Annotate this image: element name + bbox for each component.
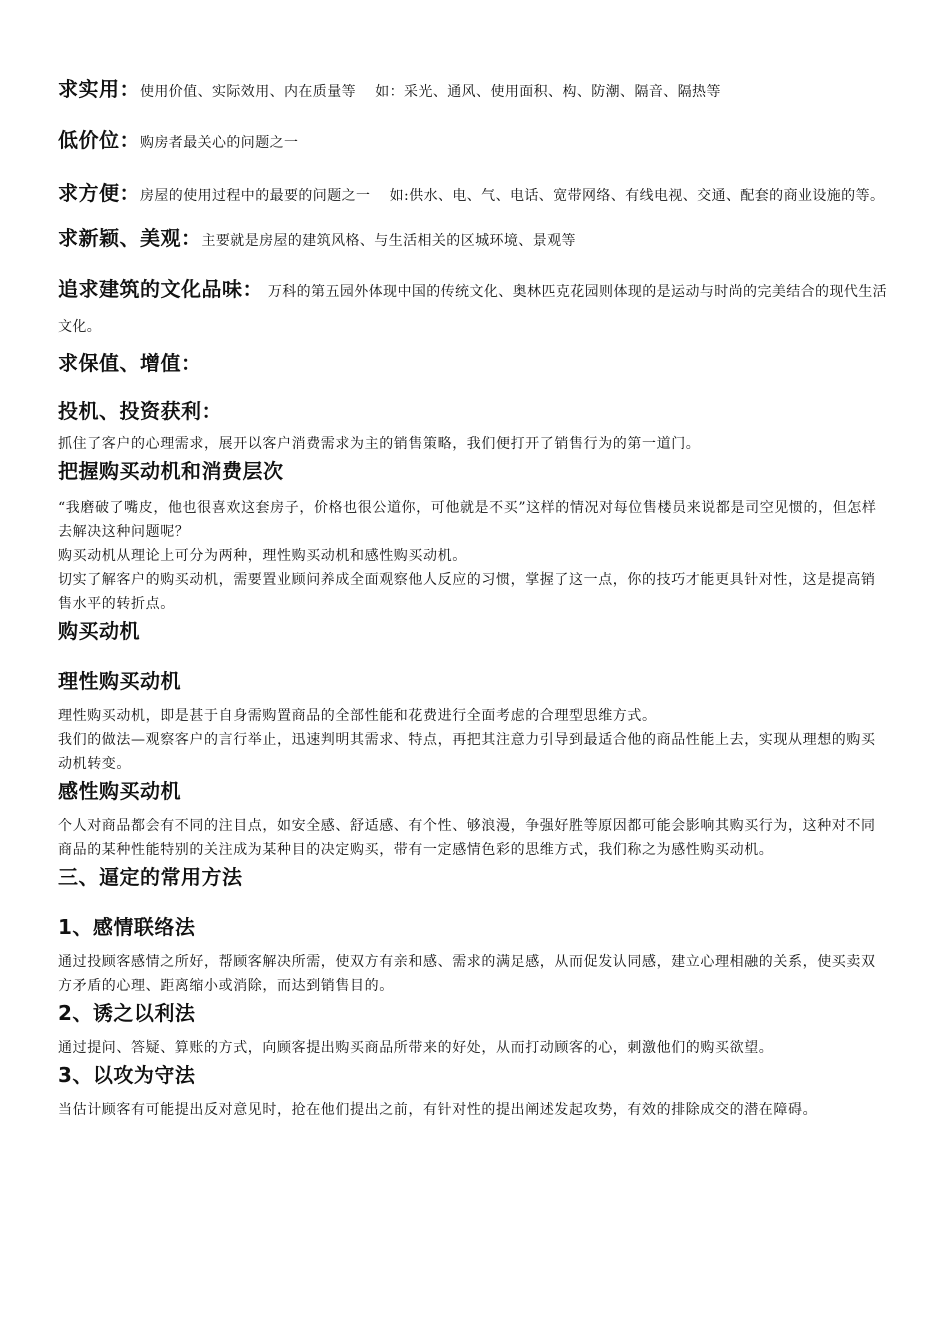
culture-text: 万科的第五园外体现中国的传统文化、奥林匹克花园则体现的是运动与时尚的完美结合的现代生活文化。 — [58, 284, 888, 335]
grasp-paragraph-1: “我磨破了嘴皮，他也很喜欢这套房子，价格也很公道你，可他就是不买”这样的情况对每位售楼员来说都是司空见惯的，但怎样去解决这种问题呢？ — [58, 500, 877, 540]
emotional-motive-heading: 感性购买动机 — [58, 779, 181, 803]
emotional-paragraph: 个人对商品都会有不同的注目点，如安全感、舒适感、有个性、够浪漫，争强好胜等原因都可能会影响其购买行为，这种对不同商品的某种性能特别的关注成为某种目的决定购买，带有一定感情色彩的思维方式，我们称之为感性购买动机。 — [58, 818, 876, 858]
method-3-heading: 3、以攻为守法 — [58, 1063, 196, 1087]
novelty-text: 主要就是房屋的建筑风格、与生活相关的区城环境、景观等 — [201, 233, 576, 249]
purchase-motive-heading: 购买动机 — [58, 619, 140, 643]
grasp-motive-heading: 把握购买动机和消费层次 — [58, 459, 284, 483]
low-price-label: 低价位： — [58, 128, 140, 152]
invest-paragraph: 抓住了客户的心理需求，展开以客户消费需求为主的销售策略，我们便打开了销售行为的第一道门。 — [58, 436, 701, 452]
practical-label: 求实用： — [58, 77, 140, 101]
grasp-paragraph-2: 购买动机从理论上可分为两种，理性购买动机和感性购买动机。 — [58, 548, 467, 564]
method-1-paragraph: 通过投顾客感情之所好，帮顾客解决所需，使双方有亲和感、需求的满足感，从而促发认同感，建立心理相融的关系，使买卖双方矛盾的心理、距离缩小或消除，而达到销售目的。 — [58, 954, 876, 994]
rational-paragraph-2: 我们的做法—观察客户的言行举止，迅速判明其需求、特点，再把其注意力引导到最适合他的商品性能上去，实现从理想的购买动机转变。 — [58, 732, 876, 772]
practical-item — [58, 72, 888, 109]
method-1-heading: 1、感情联络法 — [58, 915, 196, 939]
grasp-paragraph-3: 切实了解客户的购买动机，需要置业顾问养成全面观察他人反应的习惯，掌握了这一点，你的技巧才能更具针对性，这是提高销售水平的转折点。 — [58, 572, 876, 612]
hold-value-heading: 求保值、增值： — [58, 351, 202, 375]
convenience-text: 房屋的使用过程中的最要的问题之一 如:供水、电、气、电话、宽带网络、有线电视、交通、配套的商业设施的等。 — [140, 188, 885, 204]
document-page — [58, 72, 888, 1122]
method-2-heading: 2、诱之以利法 — [58, 1001, 196, 1025]
low-price-text: 购房者最关心的问题之一 — [140, 135, 299, 151]
culture-label: 追求建筑的文化品味： — [58, 277, 263, 301]
rational-motive-heading: 理性购买动机 — [58, 669, 181, 693]
invest-heading: 投机、投资获利： — [58, 399, 222, 423]
novelty-item — [58, 221, 888, 258]
convenience-label: 求方便： — [58, 181, 140, 205]
convenience-item — [58, 176, 888, 213]
closing-methods-heading: 三、逼定的常用方法 — [58, 865, 243, 889]
culture-item — [58, 272, 888, 344]
rational-paragraph-1: 理性购买动机，即是甚于自身需购置商品的全部性能和花费进行全面考虑的合理型思维方式。 — [58, 708, 657, 724]
practical-text: 使用价值、实际效用、内在质量等 如：采光、通风、使用面积、构、防潮、隔音、隔热等 — [140, 84, 721, 100]
low-price-item — [58, 123, 888, 160]
novelty-label: 求新颖、美观： — [58, 226, 202, 250]
method-3-paragraph: 当估计顾客有可能提出反对意见时，抢在他们提出之前，有针对性的提出阐述发起攻势，有效的排除成交的潜在障碍。 — [58, 1102, 818, 1118]
method-2-paragraph: 通过提问、答疑、算账的方式，向顾客提出购买商品所带来的好处，从而打动顾客的心，刺激他们的购买欲望。 — [58, 1040, 774, 1056]
